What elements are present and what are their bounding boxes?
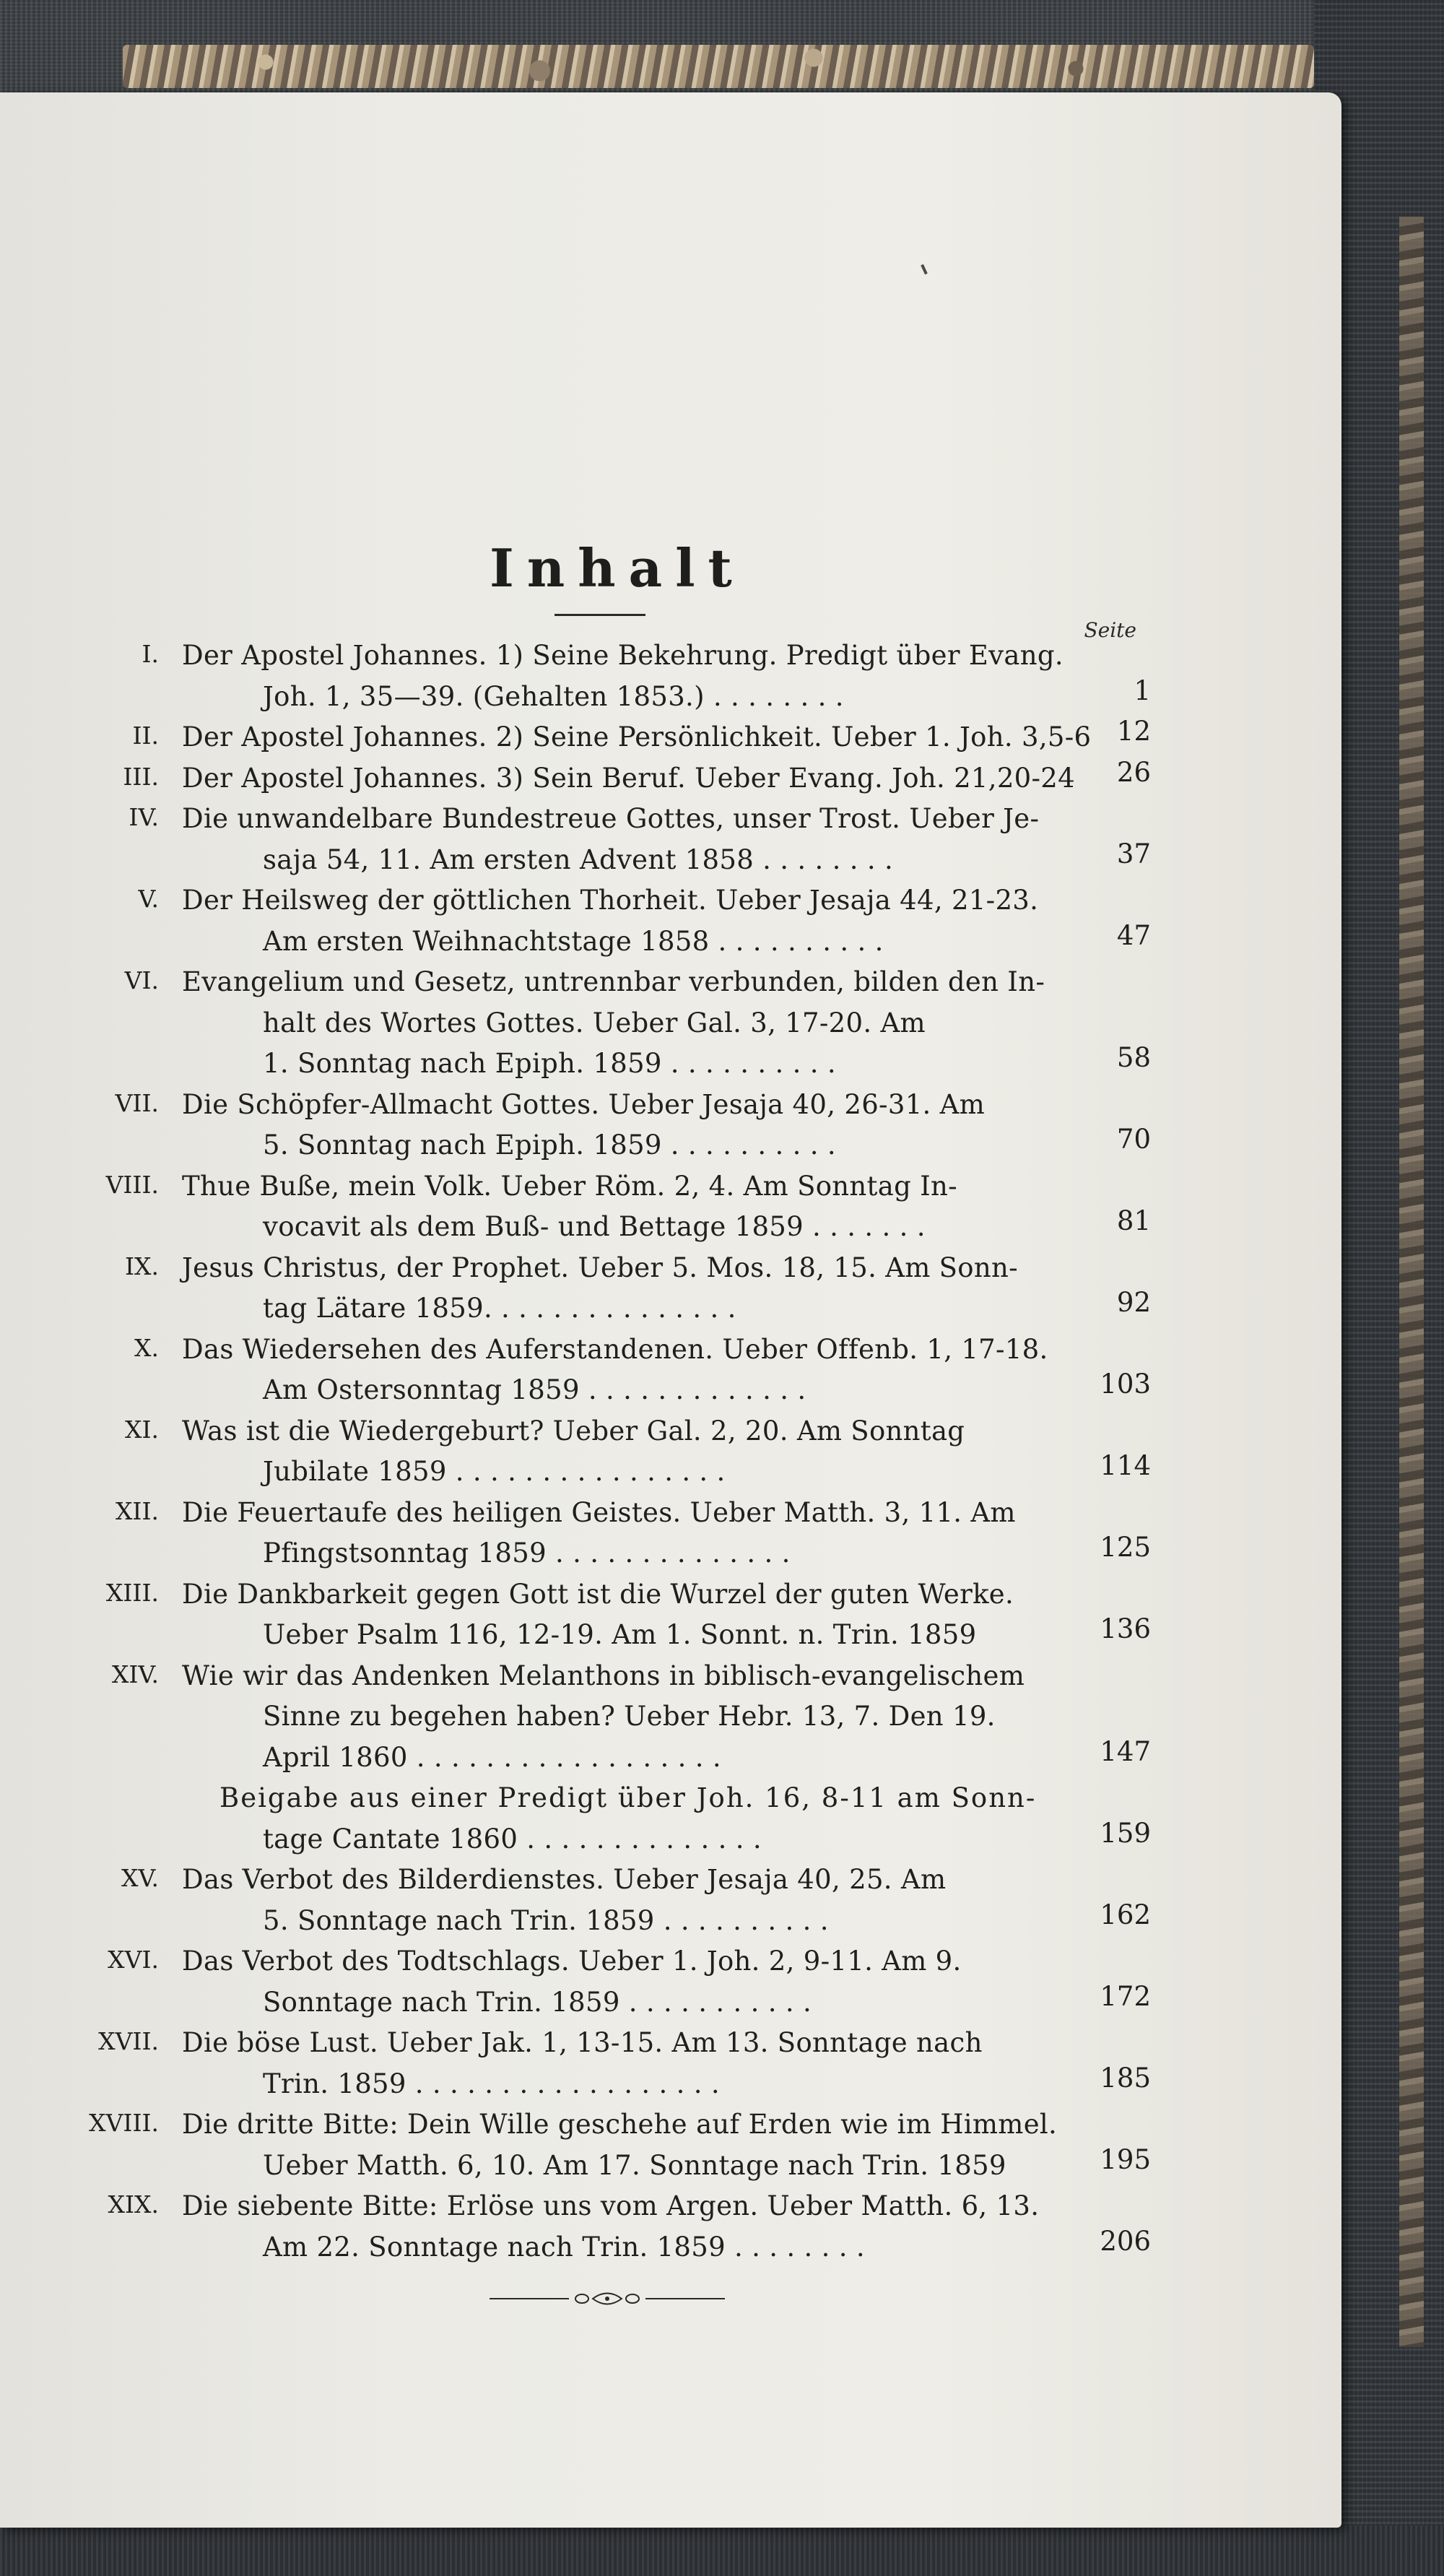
toc-entry-line: vocavit als dem Buß- und Bettage 1859 . . . . . . . xyxy=(263,1211,926,1242)
toc-entry-line: Wie wir das Andenken Melanthons in biblisch-evangelischem xyxy=(182,1660,1025,1691)
toc-entry-number: XIV. xyxy=(111,1660,159,1688)
toc-entry-number: XVII. xyxy=(98,2027,159,2055)
toc-entry-line: tag Lätare 1859. . . . . . . . . . . . . . . xyxy=(263,1293,736,1324)
page-title: Inhalt xyxy=(490,537,745,599)
toc-entry xyxy=(0,1946,1341,2027)
toc-entry-line: Pfingstsonntag 1859 . . . . . . . . . . . . . . xyxy=(263,1538,791,1569)
toc-entry-page: 162 xyxy=(1100,1899,1151,1930)
toc-entry xyxy=(0,1334,1341,1415)
toc-entry-page: 172 xyxy=(1100,1980,1151,2012)
toc-entry-number: VIII. xyxy=(105,1170,159,1199)
toc-entry xyxy=(0,756,1341,804)
toc-entry-line: Der Apostel Johannes. 2) Seine Persönlichkeit. Ueber 1. Joh. 3,5-6 xyxy=(182,721,1092,753)
toc-entry-number: XV. xyxy=(121,1864,159,1892)
toc-entry-page: 159 xyxy=(1100,1817,1151,1849)
book-cover-top xyxy=(0,0,1444,94)
toc-entry-number: IV. xyxy=(129,803,159,831)
toc-entry-line: Das Wiedersehen des Auferstandenen. Ueber Offenb. 1, 17-18. xyxy=(182,1333,1048,1365)
toc-entry-line: saja 54, 11. Am ersten Advent 1858 . . . . . . . . xyxy=(263,844,894,875)
ornament-divider xyxy=(488,2288,726,2310)
toc-entry-line: tage Cantate 1860 . . . . . . . . . . . . . . xyxy=(263,1823,762,1855)
toc-entry xyxy=(0,1171,1341,1252)
toc-entry-line: Sinne zu begehen haben? Ueber Hebr. 13, 7. Den 19. xyxy=(263,1701,996,1732)
toc-entry-page: 136 xyxy=(1100,1613,1151,1644)
toc-entry-page: 125 xyxy=(1100,1532,1151,1563)
toc-entry-line: Jesus Christus, der Prophet. Ueber 5. Mos. 18, 15. Am Sonn- xyxy=(182,1252,1018,1283)
toc-entry-line: April 1860 . . . . . . . . . . . . . . . . . . xyxy=(263,1741,721,1773)
toc-entry-line: Das Verbot des Todtschlags. Ueber 1. Joh. 2, 9-11. Am 9. xyxy=(182,1946,962,1977)
toc-entry-page: 12 xyxy=(1116,716,1151,747)
toc-entry-number: III. xyxy=(123,762,159,791)
toc-entry-line: Der Apostel Johannes. 1) Seine Bekehrung. Predigt über Evang. xyxy=(182,640,1064,671)
marbled-page-edge xyxy=(123,45,1314,88)
toc-entry-number: XII. xyxy=(115,1496,159,1525)
toc-entry xyxy=(0,966,1341,1089)
toc-entry-page: 103 xyxy=(1100,1369,1151,1400)
toc-entry-line: Die Feuertaufe des heiligen Geistes. Ueber Matth. 3, 11. Am xyxy=(182,1496,1016,1528)
toc-entry-line: Das Verbot des Bilderdienstes. Ueber Jesaja 40, 25. Am xyxy=(182,1864,947,1895)
toc-entry-line: Trin. 1859 . . . . . . . . . . . . . . . . . . xyxy=(263,2068,720,2099)
toc-entry-page: 1 xyxy=(1134,675,1151,706)
toc-entry-line: Jubilate 1859 . . . . . . . . . . . . . . . . xyxy=(263,1456,726,1487)
marbled-endpaper xyxy=(1399,217,1424,2347)
toc-entry-line: Die siebente Bitte: Erlöse uns vom Argen. Ueber Matth. 6, 13. xyxy=(182,2190,1040,2221)
toc-entry-page: 37 xyxy=(1116,838,1151,869)
toc-entry-page: 92 xyxy=(1116,1287,1151,1318)
toc-entry-number: V. xyxy=(138,885,159,913)
toc-entry-line: Am 22. Sonntage nach Trin. 1859 . . . . . . . . xyxy=(263,2231,865,2263)
toc-entry xyxy=(0,1252,1341,1334)
toc-entry-line: 5. Sonntag nach Epiph. 1859 . . . . . . . . . . xyxy=(263,1129,836,1161)
toc-entry-page: 58 xyxy=(1116,1042,1151,1073)
toc-entry-line: halt des Wortes Gottes. Ueber Gal. 3, 17-20. Am xyxy=(263,1007,926,1038)
toc-entry xyxy=(0,1864,1341,1946)
toc-entry-page: 195 xyxy=(1100,2143,1151,2175)
toc-entry-line: Die dritte Bitte: Dein Wille geschehe auf Erden wie im Himmel. xyxy=(182,2109,1058,2140)
toc-entry-page: 185 xyxy=(1100,2062,1151,2094)
toc-entry-line: Ueber Matth. 6, 10. Am 17. Sonntage nach Trin. 1859 xyxy=(263,2149,1006,2181)
toc-entry-page: 206 xyxy=(1100,2225,1151,2257)
toc-entry-number: VII. xyxy=(115,1088,159,1117)
toc-entry xyxy=(0,1660,1341,1783)
toc-entry-number: X. xyxy=(134,1333,159,1362)
toc-entry-line: Joh. 1, 35—39. (Gehalten 1853.) . . . . . . . . xyxy=(263,680,844,712)
toc-entry xyxy=(0,2190,1341,2272)
toc-entry-number: XVI. xyxy=(108,1946,159,1974)
toc-entry-line: Die Schöpfer-Allmacht Gottes. Ueber Jesaja 40, 26-31. Am xyxy=(182,1088,986,1120)
book-cover-bottom xyxy=(0,2525,1444,2576)
toc-entry xyxy=(0,1579,1341,1660)
table-of-contents xyxy=(0,92,1341,2528)
toc-entry xyxy=(0,885,1341,966)
toc-entry-line: Am Ostersonntag 1859 . . . . . . . . . . . . . xyxy=(263,1374,806,1405)
toc-entry-line: Der Apostel Johannes. 3) Sein Beruf. Ueber Evang. Joh. 21,20-24 xyxy=(182,762,1075,794)
toc-entry-line: Beigabe aus einer Predigt über Joh. 16, 8-11 am Sonn- xyxy=(219,1782,1037,1813)
toc-entry-number: XVIII. xyxy=(89,2109,159,2137)
toc-entry-number: I. xyxy=(142,640,159,668)
toc-entry-line: Evangelium und Gesetz, untrennbar verbunden, bilden den In- xyxy=(182,966,1045,997)
toc-entry-number: XIII. xyxy=(105,1578,159,1607)
page-column-header: Seite xyxy=(1084,618,1136,642)
toc-entry xyxy=(0,640,1341,721)
book-page xyxy=(0,92,1341,2528)
toc-entry-line: Sonntage nach Trin. 1859 . . . . . . . . . . . xyxy=(263,1986,812,2018)
toc-entry xyxy=(0,2109,1341,2190)
toc-entry xyxy=(0,1497,1341,1579)
toc-entry-number: VI. xyxy=(124,966,159,994)
toc-entry-page: 81 xyxy=(1116,1205,1151,1236)
toc-entry xyxy=(0,2027,1341,2109)
toc-entry xyxy=(0,1089,1341,1171)
toc-entry-number: XIX. xyxy=(108,2190,159,2219)
toc-entry-number: XI. xyxy=(124,1415,159,1444)
toc-entry-line: Die Dankbarkeit gegen Gott ist die Wurzel der guten Werke. xyxy=(182,1578,1014,1610)
toc-entry-line: Thue Buße, mein Volk. Ueber Röm. 2, 4. Am Sonntag In- xyxy=(182,1170,957,1202)
toc-entry-page: 147 xyxy=(1100,1735,1151,1767)
toc-entry-line: 1. Sonntag nach Epiph. 1859 . . . . . . . . . . xyxy=(263,1048,836,1079)
toc-entry-line: Am ersten Weihnachtstage 1858 . . . . . . . . . . xyxy=(263,925,884,957)
toc-entry-page: 26 xyxy=(1116,756,1151,788)
toc-entry-number: IX. xyxy=(124,1252,159,1280)
toc-entry-line: Die unwandelbare Bundestreue Gottes, unser Trost. Ueber Je- xyxy=(182,803,1040,834)
toc-entry-page: 70 xyxy=(1116,1124,1151,1155)
toc-entry-page: 114 xyxy=(1100,1450,1151,1481)
toc-entry xyxy=(0,803,1341,885)
toc-entry-line: Die böse Lust. Ueber Jak. 1, 13-15. Am 13. Sonntage nach xyxy=(182,2027,983,2058)
toc-entry-line: 5. Sonntage nach Trin. 1859 . . . . . . . . . . xyxy=(263,1904,829,1936)
toc-entry-page: 47 xyxy=(1116,919,1151,951)
toc-entry-line: Was ist die Wiedergeburt? Ueber Gal. 2, 20. Am Sonntag xyxy=(182,1415,965,1447)
toc-entry-number: II. xyxy=(132,721,159,750)
toc-entry xyxy=(0,1415,1341,1497)
toc-entry-line: Der Heilsweg der göttlichen Thorheit. Ueber Jesaja 44, 21-23. xyxy=(182,885,1039,916)
toc-entry-line: Ueber Psalm 116, 12-19. Am 1. Sonnt. n. Trin. 1859 xyxy=(263,1619,977,1650)
toc-entry xyxy=(0,1782,1341,1864)
